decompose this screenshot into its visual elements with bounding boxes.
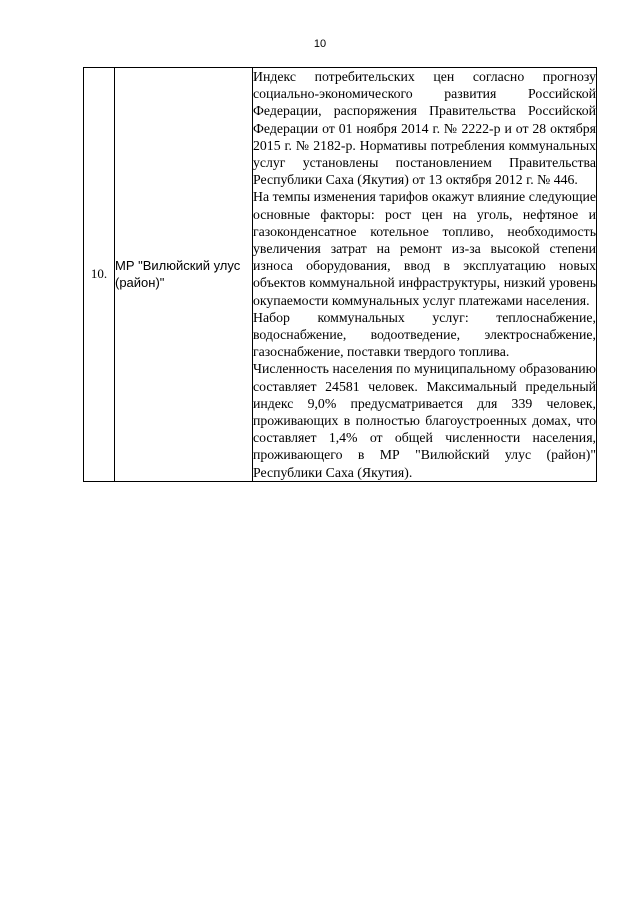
- tariff-table: [83, 67, 597, 482]
- page-number: 10: [313, 38, 327, 50]
- paragraph-utility-services: Набор коммунальных услуг: теплоснабжение, водоснабжение, водоотведение, электроснабжение, газоснабжение, поставки твердого топлива.: [253, 309, 596, 360]
- row-number: 10.: [84, 68, 115, 482]
- municipality-name: МР "Вилюйский улус (район)": [115, 68, 253, 482]
- paragraph-population: Численность населения по муниципальному образованию составляет 24581 человек. Максимальный предельный индекс 9,0% предусматривается для 339 человек, проживающих в полностью благоустроенных домах, что составляет 1,4% от общей численности населения, проживающего в МР "Вилюйский улус (район)" Республики Саха (Якутия).: [253, 361, 596, 480]
- paragraph-tariff-factors: На темпы изменения тарифов окажут влияние следующие основные факторы: рост цен на уголь, нефтяное и газоконденсатное котельное топливо, необходимость увеличения затрат на ремонт из-за высокой степени износа оборудования, ввод в эксплуатацию новых объектов коммунальной инфраструктуры, низкий уровень окупаемости коммунальных услуг платежами населения.: [253, 189, 596, 308]
- paragraph-price-index: Индекс потребительских цен согласно прогнозу социально-экономического развития Российской Федерации, распоряжения Правительства Российской Федерации от 01 ноября 2014 г. № 2222-р и от 28 октября 2015 г. № 2182-р. Нормативы потребления коммунальных услуг установлены постановлением Правительства Республики Саха (Якутия) от 13 октября 2012 г. № 446.: [253, 69, 596, 188]
- row-description: [253, 68, 597, 482]
- table-row: [84, 68, 597, 482]
